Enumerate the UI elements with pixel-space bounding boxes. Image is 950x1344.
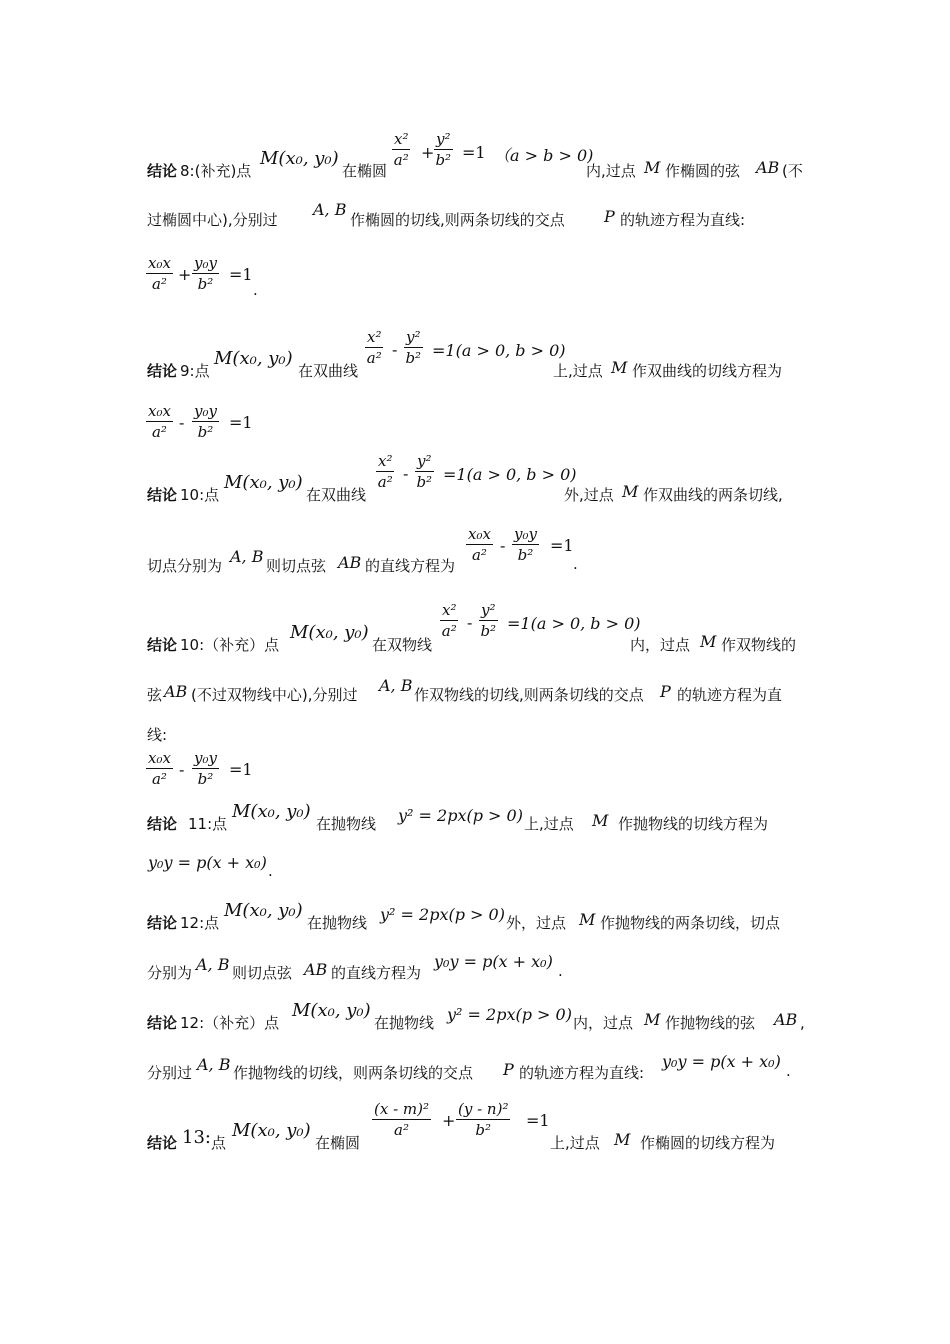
text: 的轨迹方程为直 <box>677 686 783 704</box>
comma: , <box>800 1014 805 1032</box>
sym-m: M <box>611 358 628 377</box>
frac-y0y-b2: $\frac{\text{y₀y}}{\text{b²}}$ <box>194 402 217 441</box>
text: 在抛物线 <box>307 914 368 932</box>
period: . <box>268 862 273 880</box>
label: 结论 <box>147 636 178 654</box>
text: 的直线方程为 <box>331 964 422 982</box>
minus: - <box>179 413 185 432</box>
frac-y2-b2: $\frac{\text{y²}}{\text{b²}}$ <box>405 328 422 367</box>
text: 分别过 <box>147 1064 193 1082</box>
frac-x0x-a2: $\frac{\text{x₀x}}{\text{a²}}$ <box>468 525 491 564</box>
point-m: M(x₀, y₀) <box>224 472 303 493</box>
text: 弦 <box>147 686 163 704</box>
text: 作抛物线的两条切线，切点 <box>600 914 781 932</box>
frac-y2-b2: $\frac{\text{y²}}{\text{b²}}$ <box>416 452 433 491</box>
tangent-eq: y₀y = p(x + x₀) <box>662 1052 781 1071</box>
sym-m: M <box>644 1010 661 1029</box>
frac-x0x-a2: $\frac{\text{x₀x}}{\text{a²}}$ <box>148 402 171 441</box>
parabola-eq: y² = 2px(p > 0) <box>380 905 505 924</box>
text: 作椭圆的切线方程为 <box>640 1134 776 1152</box>
label: 结论 <box>147 362 178 380</box>
point-m: M(x₀, y₀) <box>290 622 369 643</box>
sym-ab: A, B <box>313 200 347 219</box>
text: 分别为 <box>147 964 193 982</box>
num: 12:点 <box>180 914 220 932</box>
parabola-eq: y² = 2px(p > 0) <box>398 806 523 825</box>
equals-one: =1 <box>550 536 574 555</box>
minus: - <box>467 613 473 632</box>
frac-y0y-b2: $\frac{\text{y₀y}}{\text{b²}}$ <box>194 254 217 293</box>
label: 结论 <box>147 914 178 932</box>
text: 在椭圆 <box>315 1134 361 1152</box>
sym-p: P <box>660 682 671 701</box>
text: 在抛物线 <box>374 1014 435 1032</box>
parabola-eq: y² = 2px(p > 0) <box>447 1005 572 1024</box>
text: (不过双物线中心),分别过 <box>191 686 358 704</box>
period: . <box>253 281 258 299</box>
frac-yn-b2: $\frac{\text{(y - n)²}}{\text{b²}}$ <box>458 1100 509 1139</box>
text: 作双物线的切线,则两条切线的交点 <box>414 686 644 704</box>
sym-ab: AB <box>774 1010 798 1029</box>
equals-one: =1 <box>462 143 486 162</box>
sym-ab: A, B <box>196 955 230 974</box>
sym-m: M <box>644 158 661 177</box>
text: 线: <box>147 726 168 744</box>
period: . <box>573 555 578 573</box>
text: 内，过点 <box>573 1014 634 1032</box>
text: 作双物线的 <box>721 636 797 654</box>
text: 上,过点 <box>550 1134 600 1152</box>
num: 10:点 <box>180 486 220 504</box>
minus: - <box>179 760 185 779</box>
num: 9:点 <box>180 362 210 380</box>
text: 内，过点 <box>630 636 691 654</box>
text: 在双物线 <box>372 636 433 654</box>
text: 外,过点 <box>564 486 614 504</box>
text: 外，过点 <box>506 914 567 932</box>
text: 作双曲线的切线方程为 <box>632 362 783 380</box>
text: 作双曲线的两条切线, <box>643 486 783 504</box>
sym-ab: AB <box>164 682 188 701</box>
num: 8:(补充)点 <box>180 162 252 180</box>
frac-x2-a2: $\frac{\text{x²}}{\text{a²}}$ <box>377 452 393 491</box>
frac-y0y-b2: $\frac{\text{y₀y}}{\text{b²}}$ <box>514 525 537 564</box>
condition: =1(a > 0, b > 0) <box>432 341 566 360</box>
frac-y2-b2: $\frac{\text{y²}}{\text{b²}}$ <box>480 601 497 640</box>
minus: - <box>500 536 506 555</box>
sym-m: M <box>700 632 717 651</box>
frac-y2-b2: $\frac{\text{y²}}{\text{b²}}$ <box>435 130 452 169</box>
minus: - <box>392 340 398 359</box>
text: (不 <box>782 162 803 180</box>
equals-one: =1 <box>229 265 253 284</box>
label: 结论 <box>147 1134 178 1152</box>
point-m: M(x₀, y₀) <box>224 900 303 921</box>
frac-x0x-a2: $\frac{\text{x₀x}}{\text{a²}}$ <box>148 254 171 293</box>
point-m: M(x₀, y₀) <box>292 1000 371 1021</box>
label: 结论 <box>147 162 178 180</box>
text: 则切点弦 <box>266 557 327 575</box>
text: 在椭圆 <box>342 162 388 180</box>
text: 在抛物线 <box>316 815 377 833</box>
sym-ab: AB <box>338 553 362 572</box>
text: 上,过点 <box>553 362 603 380</box>
point-m: M(x₀, y₀) <box>232 801 311 822</box>
text: 的直线方程为 <box>365 557 456 575</box>
sym-m: M <box>622 482 639 501</box>
text: 切点分别为 <box>147 557 223 575</box>
text: 则切点弦 <box>232 964 293 982</box>
label: 结论 <box>147 1014 178 1032</box>
minus: - <box>403 464 409 483</box>
frac-y0y-b2: $\frac{\text{y₀y}}{\text{b²}}$ <box>194 749 217 788</box>
sym-p: P <box>503 1060 514 1079</box>
text: 上,过点 <box>524 815 574 833</box>
text: 的轨迹方程为直线: <box>620 211 746 229</box>
frac-x0x-a2: $\frac{\text{x₀x}}{\text{a²}}$ <box>148 749 171 788</box>
equals-one: =1 <box>526 1111 550 1130</box>
text: 在双曲线 <box>306 486 367 504</box>
num: 13: <box>182 1127 211 1148</box>
condition: （a > b > 0) <box>494 146 594 165</box>
sym-m: M <box>614 1130 631 1149</box>
period: . <box>558 962 563 980</box>
frac-x2-a2: $\frac{\text{x²}}{\text{a²}}$ <box>366 328 382 367</box>
sym-ab: AB <box>304 960 328 979</box>
plus: + <box>178 265 192 284</box>
label: 结论 <box>147 815 178 833</box>
sym-m: M <box>579 910 596 929</box>
point-m: M(x₀, y₀) <box>260 148 339 169</box>
equals-one: =1 <box>229 760 253 779</box>
sym-ab: A, B <box>197 1055 231 1074</box>
sym-ab: A, B <box>230 547 264 566</box>
period: . <box>786 1062 791 1080</box>
text: 作抛物线的切线，则两条切线的交点 <box>233 1064 474 1082</box>
text: 过椭圆中心),分别过 <box>147 211 278 229</box>
num: 11:点 <box>188 815 228 833</box>
text: 作抛物线的弦 <box>665 1014 756 1032</box>
text: 在双曲线 <box>298 362 359 380</box>
tangent-eq: y₀y = p(x + x₀) <box>148 853 267 872</box>
point-m: M(x₀, y₀) <box>232 1120 311 1141</box>
condition: =1(a > 0, b > 0) <box>507 614 641 633</box>
text: 点 <box>211 1134 227 1152</box>
num: 12:（补充）点 <box>180 1014 280 1032</box>
tangent-eq: y₀y = p(x + x₀) <box>434 952 553 971</box>
sym-ab: A, B <box>379 676 413 695</box>
plus: + <box>421 143 435 162</box>
plus: + <box>442 1111 456 1130</box>
text: 作椭圆的弦 <box>665 162 741 180</box>
text: 作抛物线的切线方程为 <box>618 815 769 833</box>
sym-ab: AB <box>756 158 780 177</box>
num: 10:（补充）点 <box>180 636 280 654</box>
frac-x2-a2: $\frac{\text{x²}}{\text{a²}}$ <box>393 130 409 169</box>
frac-x2-a2: $\frac{\text{x²}}{\text{a²}}$ <box>441 601 457 640</box>
frac-xm-a2: $\frac{\text{(x - m)²}}{\text{a²}}$ <box>374 1100 430 1139</box>
label: 结论 <box>147 486 178 504</box>
point-m: M(x₀, y₀) <box>214 348 293 369</box>
condition: =1(a > 0, b > 0) <box>443 465 577 484</box>
text: 的轨迹方程为直线: <box>519 1064 645 1082</box>
text: 内,过点 <box>586 162 636 180</box>
sym-p: P <box>604 207 615 226</box>
sym-m: M <box>592 811 609 830</box>
equals-one: =1 <box>229 413 253 432</box>
text: 作椭圆的切线,则两条切线的交点 <box>350 211 565 229</box>
